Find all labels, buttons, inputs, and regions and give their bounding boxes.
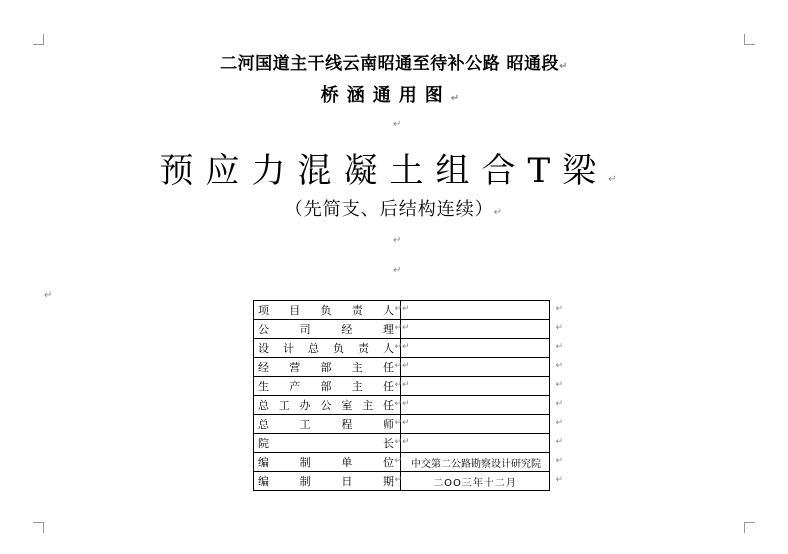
paragraph-mark: ↵ [559,61,568,72]
table-row [254,320,550,339]
paragraph-mark: ↵ [402,361,410,371]
row-label-cell [254,415,401,434]
table-row [254,472,550,491]
paragraph-mark: ↵ [393,265,402,276]
row-value: 二OO三年十二月 [433,477,517,489]
row-value-cell [401,320,563,339]
row-label-cell [254,377,401,396]
signoff-table [253,300,563,491]
drawing-title: 预应力混凝土组合T梁 [159,151,609,191]
paragraph-mark: ↵ [393,235,402,246]
row-label-cell [254,396,401,415]
row-value-cell [401,453,563,472]
row-value-cell [401,358,563,377]
row-label: 编制日期 [258,475,396,488]
paragraph-mark: ↵ [402,399,410,409]
paragraph-mark: ↵ [555,437,563,447]
page-corner-mark-top-left [33,34,44,45]
row-value-cell [401,301,563,320]
paragraph-mark: ↵ [450,93,468,104]
row-label: 生产部主任 [258,380,396,393]
paragraph-mark: ↵ [394,304,402,314]
page-corner-mark-bottom-left [33,522,44,533]
row-value-cell [401,339,563,358]
road-title-line [0,49,788,74]
series-title-line [0,81,788,107]
row-value-cell [401,434,563,453]
paragraph-mark: ↵ [608,174,629,185]
paragraph-mark: ↵ [555,323,563,333]
row-label-cell [254,472,401,491]
paragraph-mark: ↵ [402,380,410,390]
table-row [254,434,550,453]
table-row [254,358,550,377]
row-value-cell [401,472,563,491]
paragraph-mark: ↵ [555,475,563,485]
row-label: 公司经理 [258,323,396,336]
paragraph-mark: ↵ [394,456,402,466]
row-label-cell [254,320,401,339]
row-label-cell [254,301,401,320]
row-label-cell [254,339,401,358]
paragraph-mark: ↵ [555,399,563,409]
drawing-title-line [0,143,788,192]
table-row [254,301,550,320]
table-row [254,453,550,472]
paragraph-mark: ↵ [555,304,563,314]
page-corner-mark-bottom-right [744,522,755,533]
row-label: 总工办公室主任 [258,399,396,412]
table-row [254,339,550,358]
row-label: 设计总负责人 [258,342,396,355]
row-label: 项目负责人 [258,304,396,317]
table-row [254,396,550,415]
row-label-cell [254,358,401,377]
row-value: 中交第二公路勘察设计研究院 [411,458,541,470]
row-label: 院长 [258,437,396,450]
paragraph-mark: ↵ [555,456,563,466]
paragraph-mark: ↵ [402,342,410,352]
row-value-cell [401,396,563,415]
paragraph-mark: ↵ [394,380,402,390]
paragraph-mark: ↵ [555,380,563,390]
road-title: 二河国道主干线云南昭通至待补公路 昭通段 [220,54,560,74]
paragraph-mark: ↵ [555,418,563,428]
paragraph-mark: ↵ [402,323,410,333]
paragraph-mark: ↵ [394,437,402,447]
row-label-cell [254,453,401,472]
paragraph-mark: ↵ [44,290,53,301]
paragraph-mark: ↵ [555,361,563,371]
series-title: 桥涵通用图 [320,85,451,106]
paragraph-mark: ↵ [402,304,410,314]
drawing-subtitle: （先简支、后结构连续） [284,199,494,220]
row-label: 经营部主任 [258,361,396,374]
paragraph-mark: ↵ [393,119,402,130]
paragraph-mark: ↵ [394,361,402,371]
paragraph-mark: ↵ [394,418,402,428]
page-corner-mark-top-right [744,34,755,45]
paragraph-mark: ↵ [493,207,504,218]
paragraph-mark: ↵ [394,399,402,409]
paragraph-mark: ↵ [394,342,402,352]
drawing-subtitle-line [0,195,788,221]
paragraph-mark: ↵ [394,323,402,333]
paragraph-mark: ↵ [555,342,563,352]
paragraph-mark: ↵ [402,418,410,428]
row-value-cell [401,415,563,434]
row-label-cell [254,434,401,453]
row-label: 编制单位 [258,456,396,469]
paragraph-mark: ↵ [394,475,402,485]
table-row [254,377,550,396]
paragraph-mark: ↵ [402,437,410,447]
row-value-cell [401,377,563,396]
row-label: 总工程师 [258,418,396,431]
table-row [254,415,550,434]
